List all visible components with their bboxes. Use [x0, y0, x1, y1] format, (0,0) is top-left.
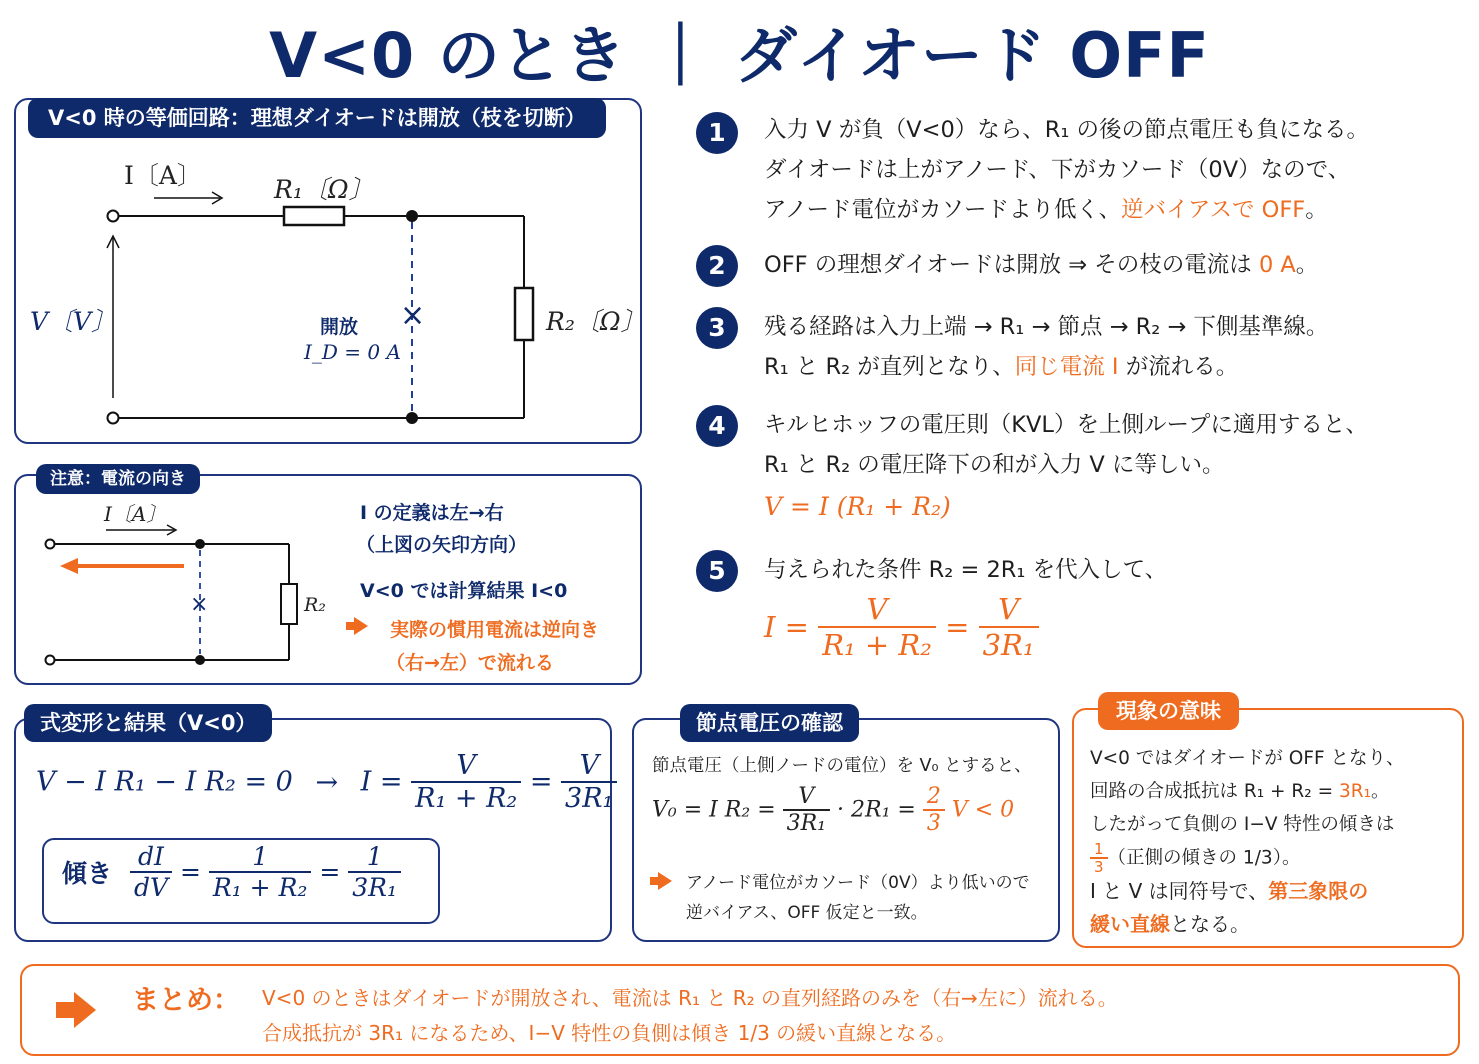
meaning-frac-den: 3 [1094, 858, 1104, 876]
note-panel-header: 注意：電流の向き [36, 464, 200, 494]
meaning-line-6: となる。 [1170, 912, 1250, 936]
slope-numerator-2: 1 [348, 842, 401, 873]
bottom-node [406, 412, 418, 424]
resistor-r2 [515, 288, 533, 340]
open-label: 開放 [320, 316, 359, 338]
note-line-1: I の定義は左→右 [360, 502, 504, 524]
summary-arrow-stem [56, 1002, 76, 1018]
node-voltage-panel [632, 711, 1060, 942]
node-eq-denominator: 3R₁ [786, 811, 827, 836]
kvl-equation: V − I R₁ − I R₂ = 0 [36, 766, 293, 798]
step-5-eq-sign: = [945, 610, 970, 644]
meaning-line-5: I と V は同符号で、 [1090, 879, 1269, 903]
diode-current-label: I_D = 0 A [304, 340, 401, 364]
node-eq-b: · 2R₁ = [837, 797, 916, 823]
step-3-line-2-end: が流れる。 [1118, 354, 1239, 380]
node-eq-three: 3 [926, 811, 941, 836]
formula-numerator-2: V [561, 750, 617, 783]
summary-arrow-icon [74, 992, 96, 1028]
note-line-5: （右→左）で流れる [386, 652, 554, 674]
step-1-period: 。 [1305, 197, 1328, 223]
step-4-line-2: R₁ と R₂ の電圧降下の和が入力 V に等しい。 [764, 452, 1225, 478]
node-line-1: 節点電圧（上側ノードの電位）を V₀ とすると、 [652, 756, 1032, 776]
step-5-denominator-2: 3R₁ [982, 628, 1035, 662]
meaning-line-6-highlight: 緩い直線 [1090, 912, 1170, 936]
meaning-panel [1072, 699, 1464, 948]
step-3-number: 3 [696, 307, 738, 349]
summary-line-1: V<0 のときはダイオードが開放され、電流は R₁ と R₂ の直列経路のみを（右→左に）流れる。 [262, 986, 1118, 1010]
equivalent-circuit-diagram [14, 98, 646, 444]
summary-label: まとめ： [132, 985, 240, 1016]
step-1-number: 1 [696, 112, 738, 154]
slope-dV: dV [133, 873, 169, 902]
top-node [406, 210, 418, 222]
node-arrow-icon [658, 872, 672, 890]
step-1-line-3: アノード電位がカソードより低く、 [764, 197, 1122, 223]
step-1-line-2: ダイオードは上がアノード、下がカソード（0V）なので、 [764, 157, 1351, 183]
formula-main-equation [36, 750, 617, 814]
slope-numerator-1: 1 [209, 842, 312, 873]
slope-label: 傾き [62, 859, 113, 888]
step-2-highlight: 0 A [1258, 252, 1296, 278]
step-1-line-1: 入力 V が負（V<0）なら、R₁ の後の節点電圧も負になる。 [764, 117, 1370, 143]
node-note-1: アノード電位がカソード（0V）より低いので [686, 873, 1030, 893]
step-2-line-1: OFF の理想ダイオードは開放 ⇒ その枝の電流は [764, 252, 1259, 278]
step-2-number: 2 [696, 245, 738, 287]
page-title: V<0 のとき ｜ ダイオード OFF [269, 19, 1210, 92]
step-2-period: 。 [1295, 252, 1319, 278]
formula-eq-sign: = [529, 766, 553, 798]
slope-dI: dI [130, 842, 172, 873]
meaning-line-4: （正側の傾きの 1/3）。 [1107, 847, 1301, 869]
step-5-numerator-2: V [979, 592, 1039, 628]
note-r2-label: R₂ [304, 594, 326, 616]
slope-denominator-2: 3R₁ [352, 873, 398, 902]
node-panel-header: 節点電圧の確認 [680, 704, 859, 742]
step-1-highlight: 逆バイアスで OFF [1121, 197, 1306, 223]
meaning-frac-num: 1 [1090, 841, 1108, 859]
resistor-r1 [284, 207, 344, 225]
node-eq-c: V < 0 [951, 797, 1015, 823]
step-3-highlight: 同じ電流 I [1014, 354, 1119, 380]
note-line-3: V<0 では計算結果 I<0 [360, 580, 568, 602]
note-current-label: I〔A〕 [104, 502, 167, 526]
circuit-panel [14, 98, 646, 444]
note-arrow-stem [346, 622, 356, 630]
formula-denominator-1: R₁ + R₂ [415, 783, 518, 814]
summary-line-2: 合成抵抗が 3R₁ になるため、I−V 特性の負側は傾き 1/3 の緩い直線となる。 [262, 1021, 957, 1045]
step-3-line-2: R₁ と R₂ が直列となり、 [764, 354, 1015, 380]
open-cross-mark: × [400, 298, 426, 333]
circuit-panel-header: V<0 時の等価回路：理想ダイオードは開放（枝を切断） [28, 98, 606, 138]
step-5-denominator-1: R₁ + R₂ [822, 628, 932, 662]
circuit-r1-label: R₁〔Ω〕 [274, 175, 374, 204]
node-eq-numerator: V [783, 784, 830, 811]
node-voltage-equation [652, 784, 1014, 836]
circuit-r2-label: R₂〔Ω〕 [546, 307, 646, 336]
step-3-line-1: 残る経路は入力上端 → R₁ → 節点 → R₂ → 下側基準線。 [764, 314, 1329, 340]
meaning-panel-header: 現象の意味 [1098, 692, 1239, 730]
slope-denominator-1: R₁ + R₂ [212, 873, 308, 902]
formula-panel-header: 式変形と結果（V<0） [24, 704, 272, 742]
note-cross-mark: × [190, 592, 209, 617]
formula-i-lhs: I = [360, 766, 403, 798]
step-5-numerator-1: V [818, 592, 936, 628]
step-4-line-1: キルヒホッフの電圧則（KVL）を上側ループに適用すると、 [764, 412, 1368, 438]
slope-equation: 傾き $\frac{dI}{dV}$ = $\frac{1}{\text{R₁ + R₂}}$ = $\frac{1}{\text{3R₁}}$ [62, 842, 401, 902]
step-5-number: 5 [696, 550, 738, 592]
node-eq-two: 2 [923, 784, 945, 811]
meaning-line-5-highlight: 第三象限の [1268, 879, 1369, 903]
note-line-4: 実際の慣用電流は逆向き [390, 619, 600, 641]
step-5-equation [764, 592, 1039, 662]
derivation-arrow: → [315, 766, 339, 798]
meaning-line-2: 回路の合成抵抗は R₁ + R₂ = [1090, 781, 1339, 802]
node-note-2: 逆バイアス、OFF 仮定と一致。 [686, 903, 928, 923]
current-direction-note-panel [14, 469, 642, 685]
step-5-eq-lhs: I = [764, 610, 809, 644]
summary-panel [20, 964, 1460, 1056]
meaning-line-3: したがって負側の I−V 特性の傾きは [1090, 814, 1395, 835]
meaning-line-1: V<0 ではダイオードが OFF となり、 [1090, 748, 1405, 769]
formula-panel [14, 711, 614, 942]
formula-numerator-1: V [411, 750, 521, 783]
step-4-number: 4 [696, 405, 738, 447]
meaning-line-2-highlight: 3R₁ [1338, 781, 1371, 802]
step-4-kvl-equation: V = I (R₁ + R₂) [764, 492, 951, 521]
step-5-line-1: 与えられた条件 R₂ = 2R₁ を代入して、 [764, 557, 1168, 583]
circuit-v-label: V〔V〕 [30, 307, 117, 336]
node-eq-a: V₀ = I R₂ = [652, 797, 776, 823]
formula-denominator-2: 3R₁ [565, 783, 614, 814]
meaning-line-2-end: 。 [1371, 781, 1390, 802]
circuit-current-label: I〔A〕 [124, 161, 202, 190]
note-arrow-icon [354, 617, 368, 635]
note-line-2: （上図の矢印方向） [356, 534, 528, 556]
